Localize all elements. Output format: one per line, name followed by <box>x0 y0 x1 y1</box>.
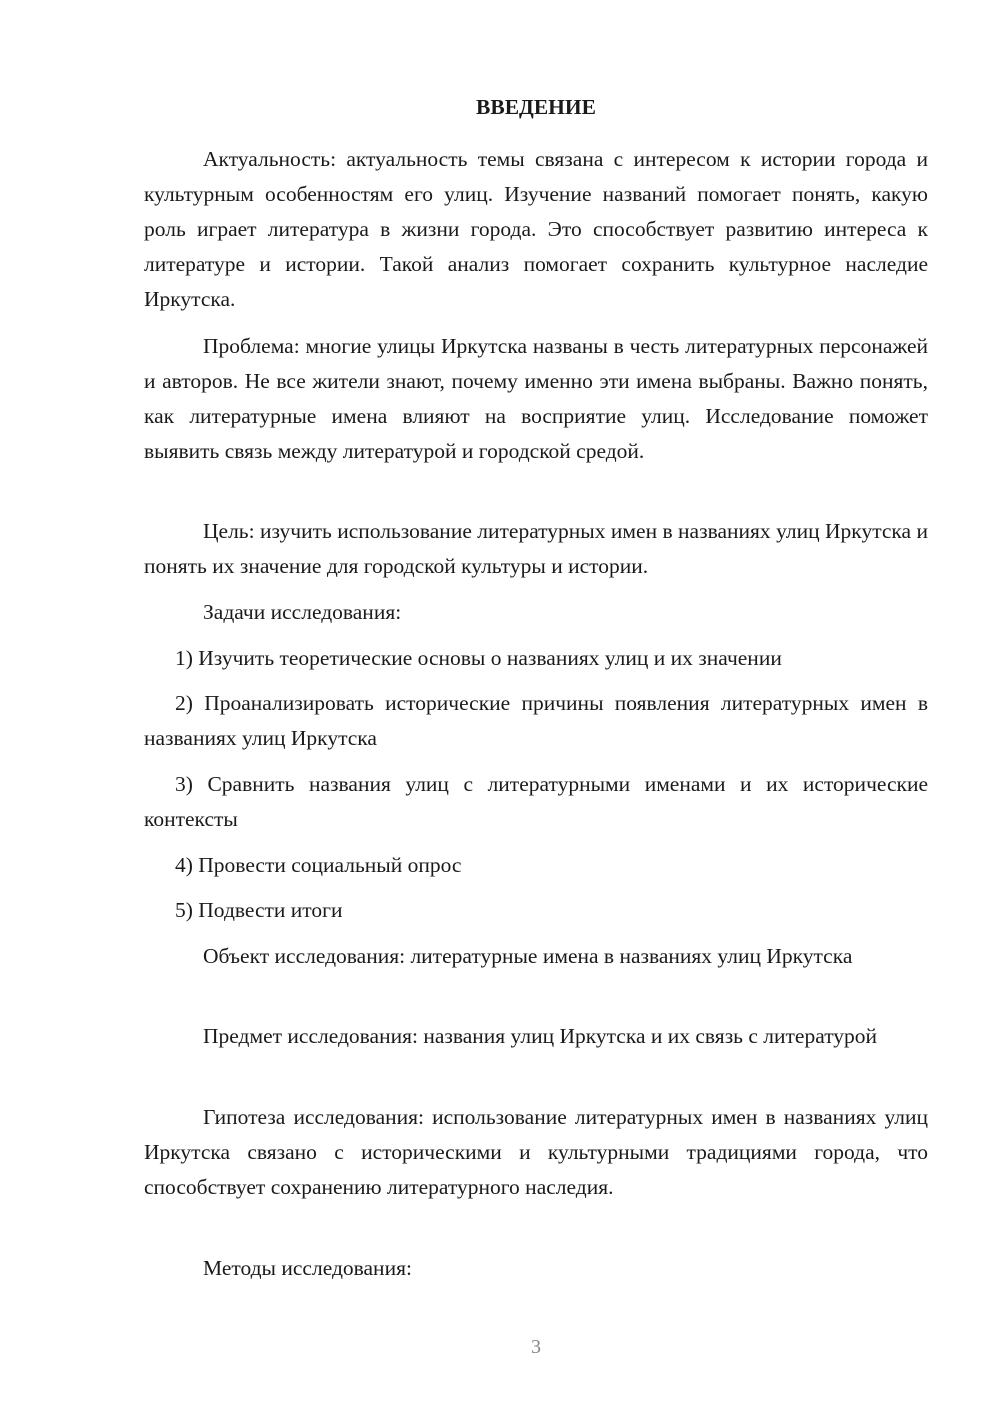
object-paragraph: Объект исследования: литературные имена в названиях улиц Иркутска <box>203 944 853 968</box>
problem-paragraph: Проблема: многие улицы Иркутска названы в честь литературных персонажей и авторов. Не все жители знают, почему именно эти имена выбраны. Важно понять, как литературные имена влияют на восприятие улиц. Исследование поможет выявить связь между литературой и городской средой. <box>144 334 928 463</box>
task-item-4: 4) Провести социальный опрос <box>175 853 462 877</box>
task-item-5: 5) Подвести итоги <box>175 898 343 922</box>
page-number: 3 <box>531 1336 541 1358</box>
document-title: ВВЕДЕНИЕ <box>476 95 596 119</box>
relevance-paragraph: Актуальность: актуальность темы связана с интересом к истории города и культурным особенностям его улиц. Изучение названий помогает понять, какую роль играет литература в жизни города. Это способствует развитию интереса к литературе и истории. Такой анализ помогает сохранить культурное наследие Иркутска. <box>144 147 928 311</box>
subject-paragraph: Предмет исследования: названия улиц Иркутска и их связь с литературой <box>203 1024 878 1048</box>
hypothesis-paragraph: Гипотеза исследования: использование литературных имен в названиях улиц Иркутска связано с историческими и культурными традициями города, что способствует сохранению литературного наследия. <box>144 1105 928 1199</box>
goal-paragraph: Цель: изучить использование литературных имен в названиях улиц Иркутска и понять их значение для городской культуры и истории. <box>144 519 928 578</box>
task-item-3: 3) Сравнить названия улиц с литературными именами и их исторические контексты <box>144 772 928 831</box>
task-item-1: 1) Изучить теоретические основы о названиях улиц и их значении <box>175 646 782 670</box>
tasks-heading: Задачи исследования: <box>203 600 402 624</box>
methods-heading: Методы исследования: <box>203 1256 412 1280</box>
task-item-2: 2) Проанализировать исторические причины появления литературных имен в названиях улиц Иркутска <box>144 691 928 750</box>
